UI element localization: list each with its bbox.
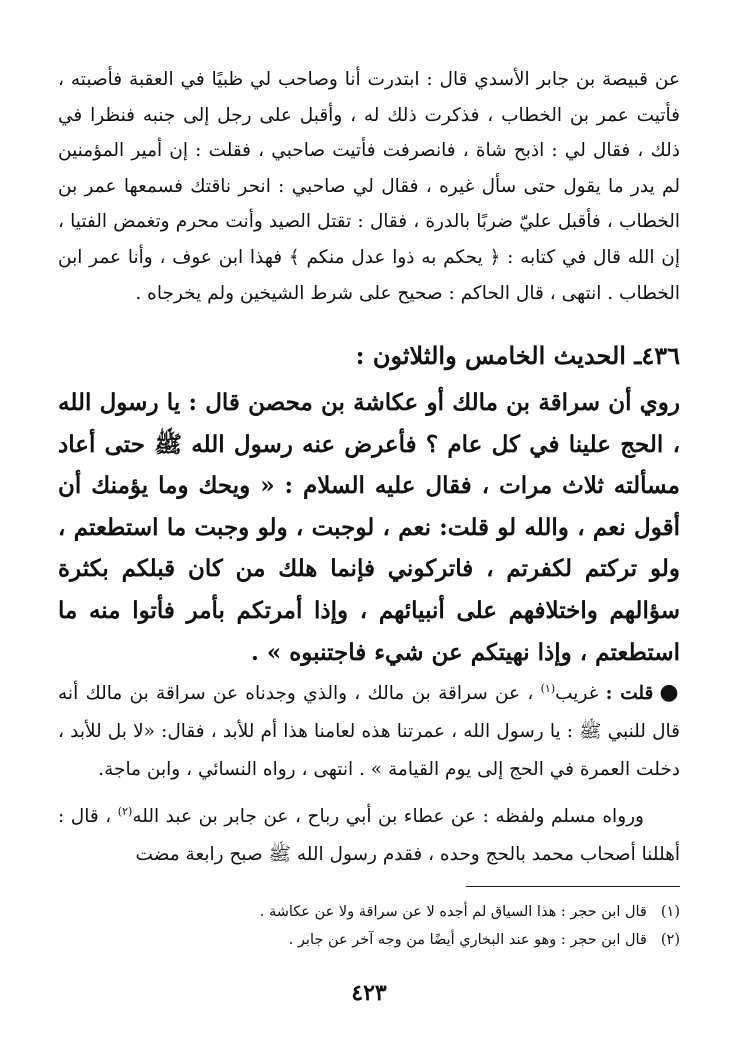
comment2-part1: ورواه مسلم ولفظه : عن عطاء بن أبي رباح ، عن جابر بن عبد الله xyxy=(132,806,644,827)
hadith-text: روي أن سراقة بن مالك أو عكاشة بن محصن قال : يا رسول الله ، الحج علينا في كل عام ؟ فأعرض عنه رسول الله ﷺ حتى أعاد مسألته ثلاث مرات ، فقال عليه السلام : « ويحك وما يؤمنك أن أقول نعم ، والله لو قلت: نعم ، لوجبت ، ولو وجبت ما استطعتم ، ولو تركتم لكفرتم ، فاتركوني فإنما هلك من كان قبلكم بكثرة سؤالهم واختلافهم على أنبيائهم ، وإذا أمرتكم بأمر فأتوا منه ما استطعتم ، وإذا نهيتكم عن شيء فاجتنبوه » . xyxy=(58,389,680,666)
intro-paragraph: عن قبيصة بن جابر الأسدي قال : ابتدرت أنا وصاحب لي ظبيًا في العقبة فأصبته ، فأتيت عمر بن الخطاب ، فذكرت ذلك له ، وأقبل على رجل إلى جنبه فنظرا في ذلك ، فقال لي : اذبح شاة ، فانصرفت فأتيت صاحبي ، فقلت : إن أمير المؤمنين لم يدر ما يقول حتى سأل غيره ، فقال لي صاحبي : انحر ناقتك فسمعها عمر بن الخطاب ، فأقبل عليّ ضربًا بالدرة ، فقال : تقتل الصيد وأنت محرم وتغمض الفتيا ، إن الله قال في كتابه : ﴿ يحكم به ذوا عدل منكم ﴾ فهذا ابن عوف ، وأنا عمر ابن الخطاب . انتهى ، قال الحاكم : صحيح على شرط الشيخين ولم يخرجاه . xyxy=(58,69,680,304)
footnote-text: قال ابن حجر : هذا السياق لم أجده لا عن سراقة ولا عن عكاشة . xyxy=(259,904,647,920)
comment2-part2: ، قال : أهللنا أصحاب محمد بالحج وحده ، فقدم رسول الله ﷺ صبح رابعة مضت xyxy=(58,806,680,865)
footnote-ref-2: (٢) xyxy=(117,804,133,818)
comment-label: قلت : xyxy=(605,683,654,704)
footnote-ref-1: (١) xyxy=(540,681,556,695)
footnote-number: (٢) xyxy=(660,932,680,948)
bullet-icon: ● xyxy=(659,680,680,705)
comment2-paragraph xyxy=(58,798,680,874)
page xyxy=(58,62,680,1042)
footnote-item xyxy=(58,898,680,926)
comment-paragraph xyxy=(58,674,680,789)
footnote-text: قال ابن حجر : وهو عند البخاري أيضًا من وجه آخر عن جابر . xyxy=(288,932,647,948)
hadith-heading: ٤٣٦ـ الحديث الخامس والثلاثون : xyxy=(355,341,680,370)
footnote-item xyxy=(58,926,680,954)
comment-word: غريب xyxy=(555,683,599,704)
footnote-divider xyxy=(466,886,680,887)
page-number: ٤٢٣ xyxy=(351,980,387,1006)
comment-rest: ، عن سراقة بن مالك ، والذي وجدناه عن سراقة بن مالك أنه قال للنبي ﷺ : يا رسول الله ، عمرتنا هذه لعامنا هذا أم للأبد ، فقال: «لا بل للأبد ، دخلت العمرة في الحج إلى يوم القيامة » . انتهى ، رواه النسائي ، وابن ماجة. xyxy=(58,683,680,780)
footnote-number: (١) xyxy=(660,904,680,920)
footnotes xyxy=(58,898,680,954)
